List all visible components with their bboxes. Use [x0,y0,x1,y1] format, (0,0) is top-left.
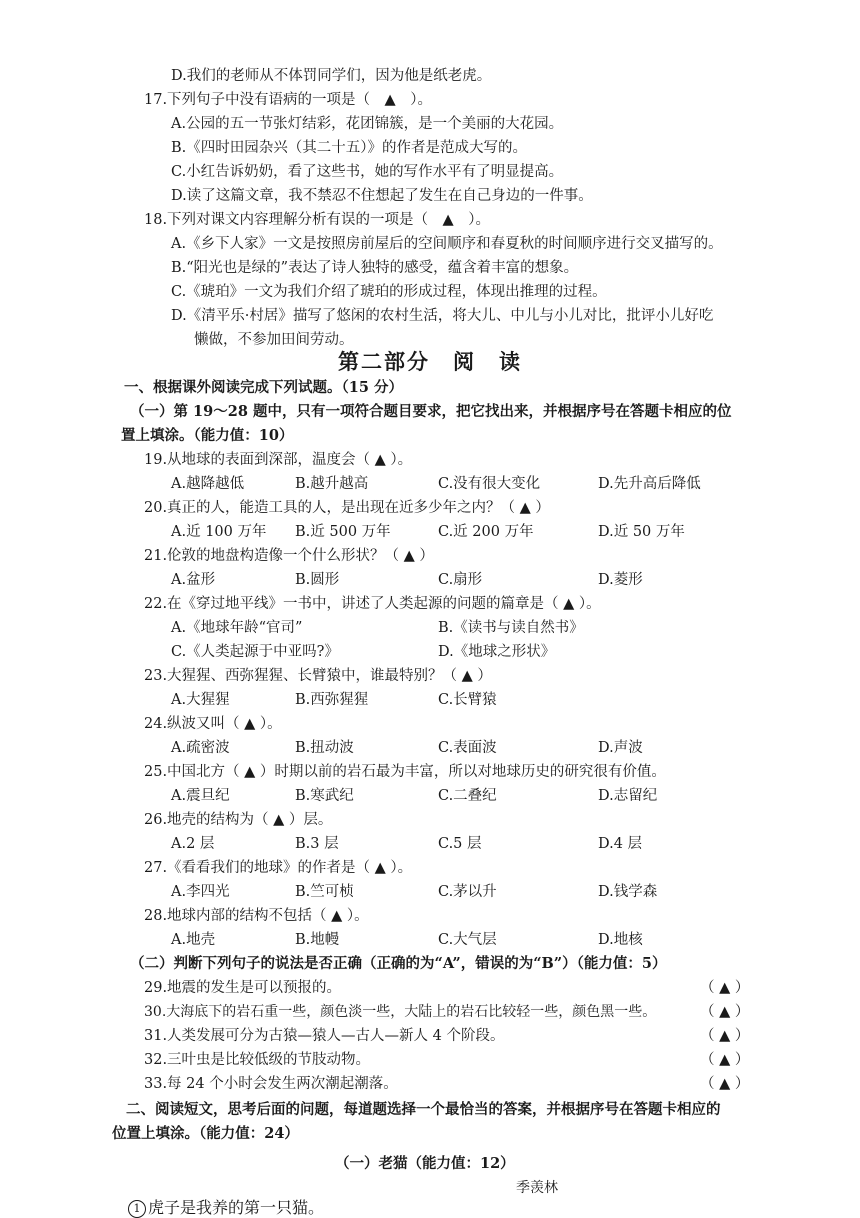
q30-statement: 30.大海底下的岩石重一些，颜色淡一些，大陆上的岩石比较轻一些，颜色黑一些。 [144,1004,657,1020]
q19-option-c: C.没有很大变化 [438,476,541,492]
q32-answer-mark: （ ▲ ） [700,1052,750,1068]
q22-option-c: C.《人类起源于中亚吗?》 [171,644,339,660]
q25-option-a: A.震旦纪 [171,788,230,804]
q20-option-d: D.近 50 万年 [598,524,685,540]
q17-option-d: D.读了这篇文章，我不禁忍不住想起了发生在自己身边的一件事。 [171,188,593,204]
q19-option-b: B.越升越高 [295,476,369,492]
q27-option-b: B.竺可桢 [295,884,354,900]
q23-option-b: B.西弥猩猩 [295,692,369,708]
q25-option-b: B.寒武纪 [295,788,354,804]
q21-stem: 21.伦敦的地盘构造像一个什么形状？（ ▲ ） [144,548,434,564]
q29-answer-mark: （ ▲ ） [700,980,750,996]
q26-option-a: A.2 层 [171,836,215,852]
section2-instruction-line1: 二、阅读短文，思考后面的问题，每道题选择一个最恰当的答案，并根据序号在答题卡相应的 [126,1101,721,1118]
paragraph-1-text: 虎子是我养的第一只猫。 [148,1198,325,1217]
q21-option-c: C.扇形 [438,572,483,588]
q24-option-a: A.疏密波 [171,740,230,756]
essay-title: （一）老猫（能力值：12） [335,1155,515,1172]
q18-option-a: A.《乡下人家》一文是按照房前屋后的空间顺序和春夏秋的时间顺序进行交叉描写的。 [171,236,723,252]
q18-option-d-line1: D.《清平乐·村居》描写了悠闲的农村生活，将大儿、中儿与小儿对比，批评小儿好吃 [171,308,714,324]
subsection2-instruction: （二）判断下列句子的说法是否正确（正确的为“A”，错误的为“B”）（能力值：5） [130,955,667,972]
q26-option-c: C.5 层 [438,836,482,852]
q18-option-c: C.《琥珀》一文为我们介绍了琥珀的形成过程，体现出推理的过程。 [171,284,607,300]
q24-option-d: D.声波 [598,740,643,756]
q26-option-b: B.3 层 [295,836,339,852]
q21-option-b: B.圆形 [295,572,340,588]
q27-option-c: C.茅以升 [438,884,497,900]
q20-option-c: C.近 200 万年 [438,524,534,540]
q25-stem: 25.中国北方（ ▲ ）时期以前的岩石最为丰富，所以对地球历史的研究很有价值。 [144,764,666,780]
q17-stem: 17.下列句子中没有语病的一项是（ ▲ ）。 [144,92,432,108]
q19-option-d: D.先升高后降低 [598,476,701,492]
q29-statement: 29.地震的发生是可以预报的。 [144,980,342,996]
q17-option-c: C.小红告诉奶奶，看了这些书，她的写作水平有了明显提高。 [171,164,564,180]
q25-option-d: D.志留纪 [598,788,658,804]
q27-option-d: D.钱学森 [598,884,658,900]
q18-option-d-line2: 懒做，不参加田间劳动。 [194,332,354,348]
subsection1-instruction-line1: （一）第 19～28 题中，只有一项符合题目要求，把它找出来，并根据序号在答题卡相应的位 [130,403,732,420]
q23-option-c: C.长臂猿 [438,692,497,708]
q22-option-b: B.《读书与读自然书》 [438,620,584,636]
q26-option-d: D.4 层 [598,836,643,852]
q20-option-a: A.近 100 万年 [171,524,267,540]
q26-stem: 26.地壳的结构为（ ▲ ）层。 [144,812,333,828]
q28-option-d: D.地核 [598,932,643,948]
section1-heading: 一、根据课外阅读完成下列试题。（15 分） [124,379,403,396]
essay-author: 季羡林 [516,1180,558,1196]
q28-stem: 28.地球内部的结构不包括（ ▲ ）。 [144,908,369,924]
q16-option-d: D.我们的老师从不体罚同学们，因为他是纸老虎。 [171,68,492,84]
paragraph-number-badge: 1 [128,1200,146,1218]
q25-option-c: C.二叠纪 [438,788,497,804]
q21-option-d: D.菱形 [598,572,643,588]
q20-stem: 20.真正的人，能造工具的人，是出现在近多少年之内？（ ▲ ） [144,500,550,516]
q23-option-a: A.大猩猩 [171,692,230,708]
q22-option-d: D.《地球之形状》 [438,644,556,660]
q33-statement: 33.每 24 个小时会发生两次潮起潮落。 [144,1076,398,1092]
q28-option-c: C.大气层 [438,932,497,948]
q27-stem: 27.《看看我们的地球》的作者是（ ▲ ）。 [144,860,413,876]
q32-statement: 32.三叶虫是比较低级的节肢动物。 [144,1052,371,1068]
q17-option-b: B.《四时田园杂兴（其二十五）》的作者是范成大写的。 [171,140,528,156]
q18-option-b: B.“阳光也是绿的”表达了诗人独特的感受，蕴含着丰富的想象。 [171,260,579,276]
q33-answer-mark: （ ▲ ） [700,1076,750,1092]
essay-paragraph-1 [128,1198,324,1218]
part2-title: 第二部分 阅 读 [338,349,522,374]
q19-stem: 19.从地球的表面到深部，温度会（ ▲ ）。 [144,452,413,468]
q19-option-a: A.越降越低 [171,476,245,492]
q24-option-c: C.表面波 [438,740,497,756]
q18-stem: 18.下列对课文内容理解分析有误的一项是（ ▲ ）。 [144,212,490,228]
q28-option-a: A.地壳 [171,932,216,948]
q31-statement: 31.人类发展可分为古猿—猿人—古人—新人 4 个阶段。 [144,1028,505,1044]
q22-option-a: A.《地球年龄“官司” [171,620,303,636]
q27-option-a: A.李四光 [171,884,230,900]
q20-option-b: B.近 500 万年 [295,524,391,540]
q31-answer-mark: （ ▲ ） [700,1028,750,1044]
subsection1-instruction-line2: 置上填涂。（能力值：10） [121,427,294,444]
q28-option-b: B.地幔 [295,932,340,948]
q24-option-b: B.扭动波 [295,740,354,756]
section2-instruction-line2: 位置上填涂。（能力值：24） [112,1125,299,1142]
q21-option-a: A.盆形 [171,572,216,588]
q17-option-a: A.公园的五一节张灯结彩，花团锦簇，是一个美丽的大花园。 [171,116,564,132]
q30-answer-mark: （ ▲ ） [700,1004,750,1020]
q23-stem: 23.大猩猩、西弥猩猩、长臂猿中，谁最特别？（ ▲ ） [144,668,492,684]
q22-stem: 22.在《穿过地平线》一书中，讲述了人类起源的问题的篇章是（ ▲ ）。 [144,596,601,612]
q24-stem: 24.纵波又叫（ ▲ ）。 [144,716,282,732]
